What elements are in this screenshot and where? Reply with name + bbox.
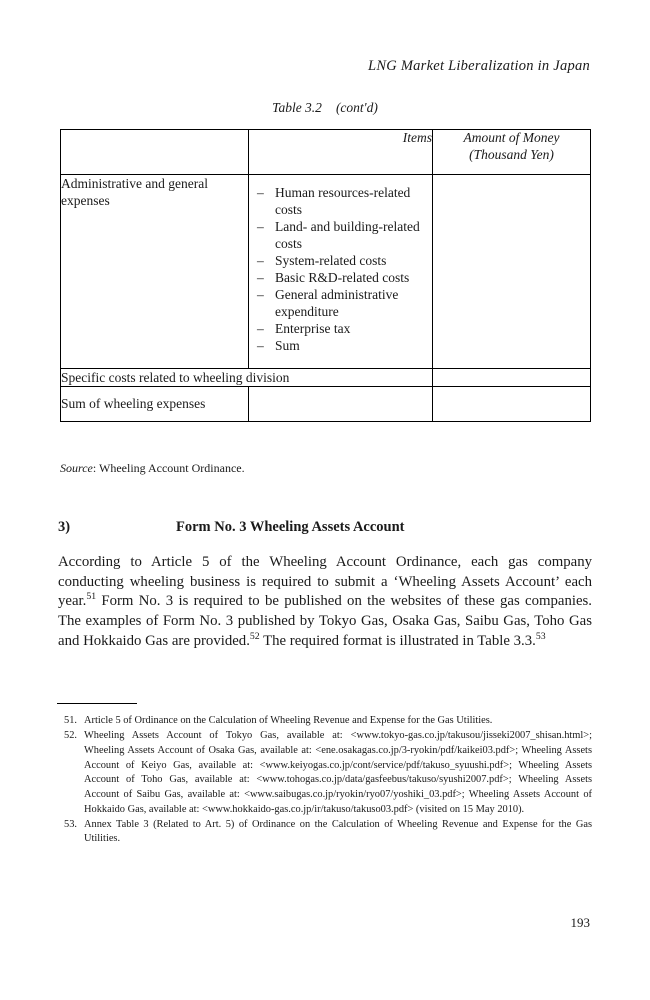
table-row [61, 387, 591, 422]
table-caption-note: (cont'd) [335, 100, 378, 115]
source-text: : Wheeling Account Ordinance. [92, 461, 245, 475]
paragraph-part-1: According to Article 5 of the Wheeling Account Ordinance, each gas company conducting wheeling business is required to submit a ‘Wheeling Assets Account’ each year. [58, 553, 592, 610]
footnote-number: 53. [64, 818, 77, 830]
footnote-ref-51[interactable]: 51 [86, 591, 97, 603]
section-title: Form No. 3 Wheeling Assets Account [176, 519, 405, 535]
source-label: Source [60, 461, 93, 475]
table-row [61, 175, 591, 369]
footnote-separator-rule [57, 703, 137, 704]
table-caption [60, 100, 590, 116]
list-item: – Enterprise tax [257, 320, 426, 337]
list-item: – Land- and building-related costs [257, 218, 426, 252]
section-heading [58, 519, 592, 536]
footnotes-section [57, 714, 592, 848]
amount-header-line2: (Thousand Yen) [469, 146, 554, 162]
amount-header-line1: Amount of Money [463, 130, 560, 145]
row-amount-specific-costs [433, 369, 591, 387]
footnote-text: Article 5 of Ordinance on the Calculation of Wheeling Revenue and Expense for the Gas Utilities. [84, 715, 493, 726]
table-caption-number: Table 3.2 [272, 100, 322, 115]
row-label-administrative: Administrative and general expenses [61, 175, 249, 369]
footnote-number: 52. [64, 730, 77, 742]
list-item: – Basic R&D-related costs [257, 269, 426, 286]
table-row [61, 369, 591, 387]
row-label-sum-wheeling: Sum of wheeling expenses [61, 387, 249, 422]
row-label-specific-costs: Specific costs related to wheeling division [61, 369, 433, 387]
row-amount-sum-wheeling [433, 387, 591, 422]
footnote-text: Annex Table 3 (Related to Art. 5) of Ordinance on the Calculation of Wheeling Revenue and Expense for the Gas Utilities. [84, 818, 592, 845]
list-item: – System-related costs [257, 252, 426, 269]
list-item: – General administrative expenditure [257, 286, 426, 320]
footnote-52 [57, 729, 592, 817]
paragraph-part-3: The required format is illustrated in Table 3.3. [259, 633, 536, 650]
list-item: – Human resources-related costs [257, 184, 426, 218]
footnote-ref-52[interactable]: 52 [249, 631, 260, 643]
list-item: – Sum [257, 337, 426, 354]
table-header-row [61, 130, 591, 175]
table-header-amount [433, 130, 591, 175]
table-header-items: Items [249, 130, 433, 175]
row-amount-administrative [433, 175, 591, 369]
row-items-sum-wheeling [249, 387, 433, 422]
row-items-administrative [249, 175, 433, 369]
page-number: 193 [570, 915, 590, 930]
administrative-item-list [249, 175, 432, 361]
footnote-number: 51. [64, 715, 77, 726]
footnote-53 [57, 818, 592, 847]
footnote-text: Wheeling Assets Account of Tokyo Gas, available at: <www.tokyo-gas.co.jp/takusou/jisseki2007_shisan.html>; Wheeling Assets Account of Osaka Gas, available at: <ene.osakagas.co.jp/3-ryokin/pdf/kaikei03.pdf>; Wheeling Assets Account of Keiyo Gas, available at: <www.keiyogas.co.jp/cont/service/pdf/takuso_syuushi.pdf>; Wheeling Assets Account of Toho Gas, available at: <www.tohogas.co.jp/data/gasfeebus/takuso/syushi2007.pdf>; Wheeling Assets Account of Saibu Gas, available at: <www.saibugas.co.jp/ryokin/ryo07/yoshiki_03.pdf>; Wheeling Assets Account of Hokkaido Gas, available at: <www.hokkaido-gas.co.jp/ir/takuso/takuso03.pdf> (visited on 15 May 2010). [84, 730, 592, 815]
footnote-ref-53[interactable]: 53 [535, 631, 546, 643]
section-number: 3) [58, 519, 71, 535]
running-head: LNG Market Liberalization in Japan [368, 58, 590, 74]
body-paragraph [58, 553, 592, 652]
footnote-51 [57, 714, 592, 729]
wheeling-expenses-table [60, 129, 591, 422]
table-header-blank [61, 130, 249, 175]
table-source-note [60, 461, 245, 476]
paragraph-part-2: Form No. 3 is required to be published on the websites of these gas companies. The examples of Form No. 3 published by Tokyo Gas, Osaka Gas, Saibu Gas, Toho Gas and Hokkaido Gas are provided. [58, 593, 592, 650]
